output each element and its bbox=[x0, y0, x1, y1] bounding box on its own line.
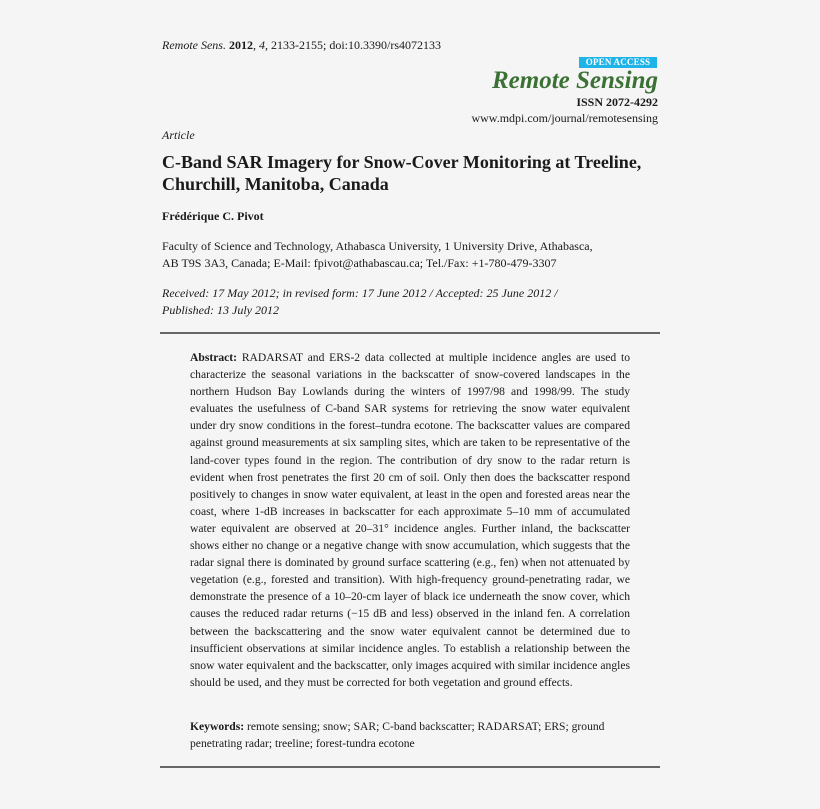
issn: ISSN 2072-4292 bbox=[576, 95, 658, 109]
article-type: Article bbox=[162, 128, 195, 142]
abstract bbox=[190, 349, 630, 691]
author: Frédérique C. Pivot bbox=[162, 209, 264, 223]
keywords bbox=[190, 718, 635, 752]
citation-journal: Remote Sens. bbox=[162, 38, 226, 52]
citation-line: Remote Sens. 2012, 4, 2133-2155; doi:10.3390/rs4072133 bbox=[162, 38, 441, 52]
citation-year: 2012 bbox=[228, 38, 253, 52]
affiliation bbox=[162, 238, 642, 272]
dates-line-1: Received: 17 May 2012; in revised form: 17 June 2012 / Accepted: 25 June 2012 / bbox=[162, 286, 558, 300]
citation-pages-doi: , 2133-2155; doi:10.3390/rs4072133 bbox=[264, 38, 441, 52]
keywords-label: Keywords: bbox=[190, 720, 245, 733]
bottom-divider bbox=[160, 766, 660, 768]
affiliation-line-2: AB T9S 3A3, Canada; E-Mail: fpivot@athabascau.ca; Tel./Fax: +1-780-479-3307 bbox=[162, 256, 557, 270]
abstract-label: Abstract: bbox=[190, 351, 238, 364]
keywords-text: remote sensing; snow; SAR; C-band backscatter; RADARSAT; ERS; ground penetrating radar; treeline; forest-tundra ecotone bbox=[190, 720, 605, 750]
abstract-text: RADARSAT and ERS-2 data collected at multiple incidence angles are used to characterize the seasonal variations in the backscatter of snow-covered landscapes in the northern Hudson Bay Lowlands during the winters of 1997/98 and 1998/99. The study evaluates the usefulness of C-band SAR systems for retrieving the snow water equivalent under dry snow conditions in the forest–tundra ecotone. The backscatter values are compared against ground measurements at six sampling sites, which are taken to be representative of the land-cover types found in the region. The contribution of dry snow to the radar return is evident when frost penetrates the first 20 cm of soil. Only then does the backscatter respond positively to changes in snow water equivalent, at least in the open and forested areas near the coast, where 1-dB increases in backscatter for each approximate 5–10 mm of accumulated water equivalent are observed at 20–31° incidence angles. Further inland, the backscatter shows either no change or a negative change with snow accumulation, which suggests that the radar signal there is dominated by ground surface scattering (e.g., fen) when not attenuated by vegetation (e.g., forested and transition). With high-frequency ground-penetrating radar, we demonstrate the presence of a 10–20-cm layer of black ice underneath the snow cover, which causes the reduced radar returns (−15 dB and less) observed in the inland fen. A correlation between the backscattering and the snow water equivalent cannot be determined due to insufficient observations at similar incidence angles. To establish a relationship between the snow water equivalent and the backscatter, only images acquired with similar incidence angles should be used, and they must be corrected for both vegetation and ground effects. bbox=[190, 351, 630, 689]
affiliation-line-1: Faculty of Science and Technology, Athabasca University, 1 University Drive, Athabasca, bbox=[162, 239, 593, 253]
top-divider bbox=[160, 332, 660, 334]
open-access-badge: OPEN ACCESS bbox=[579, 57, 657, 68]
publication-dates bbox=[162, 285, 642, 319]
journal-name: Remote Sensing bbox=[492, 67, 658, 94]
dates-line-2: Published: 13 July 2012 bbox=[162, 303, 279, 317]
journal-url[interactable]: www.mdpi.com/journal/remotesensing bbox=[471, 111, 658, 125]
citation-volume: 4 bbox=[258, 38, 265, 52]
paper-title: C-Band SAR Imagery for Snow-Cover Monitoring at Treeline, Churchill, Manitoba, Canada bbox=[162, 152, 642, 194]
